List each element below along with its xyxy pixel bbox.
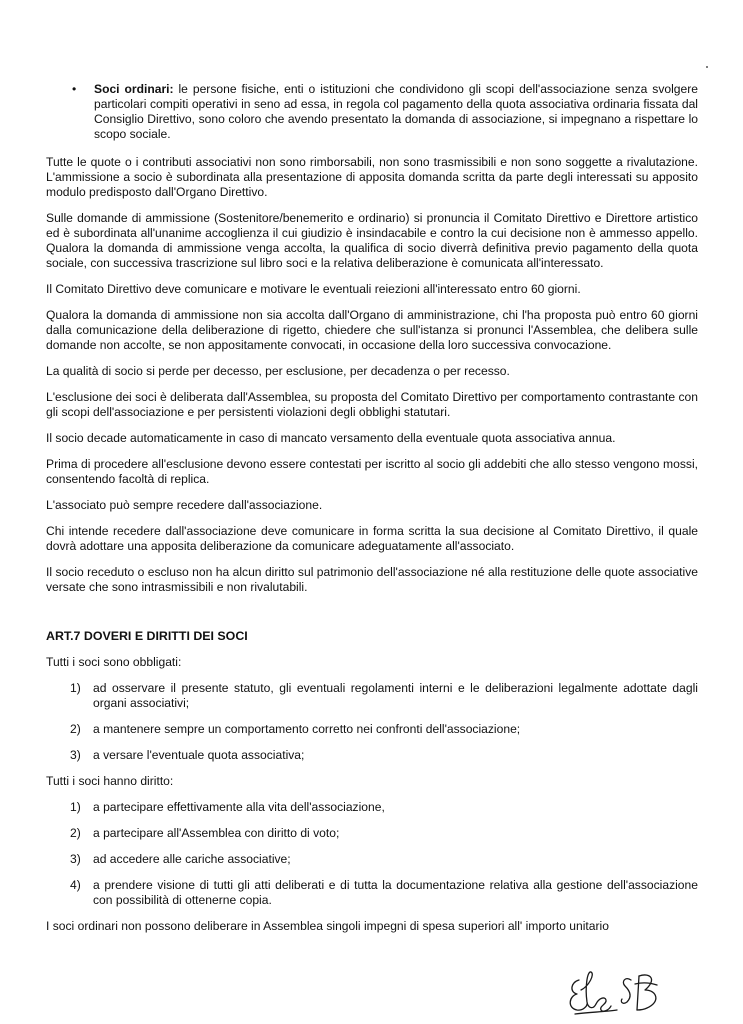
list-number: 3) [70, 852, 81, 866]
paragraph-decadenza: Il socio decade automaticamente in caso di mancato versamento della eventuale quota associativa annua. [46, 431, 616, 445]
obligations-intro: Tutti i soci sono obbligati: [46, 655, 182, 669]
list-text: ad osservare il presente statuto, gli eventuali regolamenti interni e le deliberazioni legalmente adottate dagli organi associativi; [93, 681, 698, 710]
list-item [46, 878, 698, 908]
list-number: 2) [70, 826, 81, 840]
list-text: ad accedere alle cariche associative; [93, 852, 291, 866]
handwritten-signature [565, 966, 675, 1018]
bullet-icon: • [72, 82, 77, 96]
paragraph-reiezioni: Il Comitato Direttivo deve comunicare e motivare le eventuali reiezioni all'interessato entro 60 giorni. [46, 282, 581, 296]
section-title-art7: ART.7 DOVERI E DIRITTI DEI SOCI [46, 629, 248, 643]
list-item [46, 681, 698, 711]
list-number: 3) [70, 748, 81, 762]
list-text: a mantenere sempre un comportamento corretto nei confronti dell'associazione; [93, 722, 521, 736]
paragraph-rigetto: Qualora la domanda di ammissione non sia accolta dall'Organo di amministrazione, chi l'ha proposta può entro 60 giorni dalla comunicazione della deliberazione di rigetto, chiedere che sull'istanza si pronunci l'Assemblea, che delibera sulle domande non accolte, se non appositamente convocati, in occasione della loro successiva convocazione. [46, 308, 698, 352]
list-item [46, 852, 698, 867]
paragraph-comunicazione-recesso: Chi intende recedere dall'associazione deve comunicare in forma scritta la sua decisione al Comitato Direttivo, il quale dovrà adottare una apposita deliberazione da comunicare adeguatamente all'associato. [46, 524, 698, 553]
document-page [46, 82, 698, 934]
list-text: a prendere visione di tutti gli atti deliberati e di tutta la documentazione relativa alla gestione dell'associazione con possibilità di ottenerne copia. [93, 878, 698, 907]
term-soci-ordinari: Soci ordinari: [94, 82, 174, 96]
paragraph-quote: Tutte le quote o i contributi associativi non sono rimborsabili, non sono trasmissibili e non sono soggette a rivalutazione. L'ammissione a socio è subordinata alla presentazione di apposita domanda scritta da parte degli interessati su apposito modulo predisposto dall'Organo Direttivo. [46, 155, 698, 199]
scan-speck [706, 66, 708, 68]
list-text: a partecipare all'Assemblea con diritto di voto; [93, 826, 340, 840]
list-item [46, 800, 698, 815]
paragraph-perdita-qualita: La qualità di socio si perde per decesso, per esclusione, per decadenza o per recesso. [46, 364, 510, 378]
paragraph-patrimonio: Il socio receduto o escluso non ha alcun diritto sul patrimonio dell'associazione né alla restituzione delle quote associative versate che sono intrasmissibili e non rivalutabili. [46, 565, 698, 594]
list-item [46, 748, 698, 763]
paragraph-esclusione: L'esclusione dei soci è deliberata dall'Assemblea, su proposta del Comitato Direttivo per comportamento contrastante con gli scopi dell'associazione e per persistenti violazioni degli obblighi statutari. [46, 390, 698, 419]
list-text: a versare l'eventuale quota associativa; [93, 748, 305, 762]
term-definition: le persone fisiche, enti o istituzioni che condividono gli scopi dell'associazione senza svolgere particolari compiti operativi in seno ad essa, in regola col pagamento della quota associativa ordinaria fissata dal Consiglio Direttivo, sono coloro che avendo presentato la domanda di associazione, si impegnano a rispettare lo scopo sociale. [94, 82, 698, 141]
list-number: 2) [70, 722, 81, 736]
list-number: 4) [70, 878, 81, 892]
rights-intro: Tutti i soci hanno diritto: [46, 774, 174, 788]
paragraph-recesso: L'associato può sempre recedere dall'associazione. [46, 498, 323, 512]
paragraph-contestazione: Prima di procedere all'esclusione devono essere contestati per iscritto al socio gli addebiti che allo stesso vengono mossi, consentendo facoltà di replica. [46, 457, 698, 486]
paragraph-closing: I soci ordinari non possono deliberare in Assemblea singoli impegni di spesa superiori all' importo unitario [46, 919, 609, 933]
rights-list [46, 800, 698, 908]
list-item [46, 722, 698, 737]
obligations-list [46, 681, 698, 763]
list-number: 1) [70, 681, 81, 695]
list-number: 1) [70, 800, 81, 814]
paragraph-ammissione: Sulle domande di ammissione (Sostenitore/benemerito e ordinario) si pronuncia il Comitato Direttivo e Direttore artistico ed è subordinata all'unanime accoglienza il cui giudizio è insindacabile e contro la cui decisione non è ammesso appello. Qualora la domanda di ammissione venga accolta, la qualifica di socio diverrà definitiva previo pagamento della quota sociale, con successiva trascrizione sul libro soci e la relativa deliberazione è comunicata all'interessato. [46, 211, 698, 270]
list-item [46, 826, 698, 841]
list-item-soci-ordinari [46, 82, 698, 142]
list-text: a partecipare effettivamente alla vita dell'associazione, [93, 800, 385, 814]
